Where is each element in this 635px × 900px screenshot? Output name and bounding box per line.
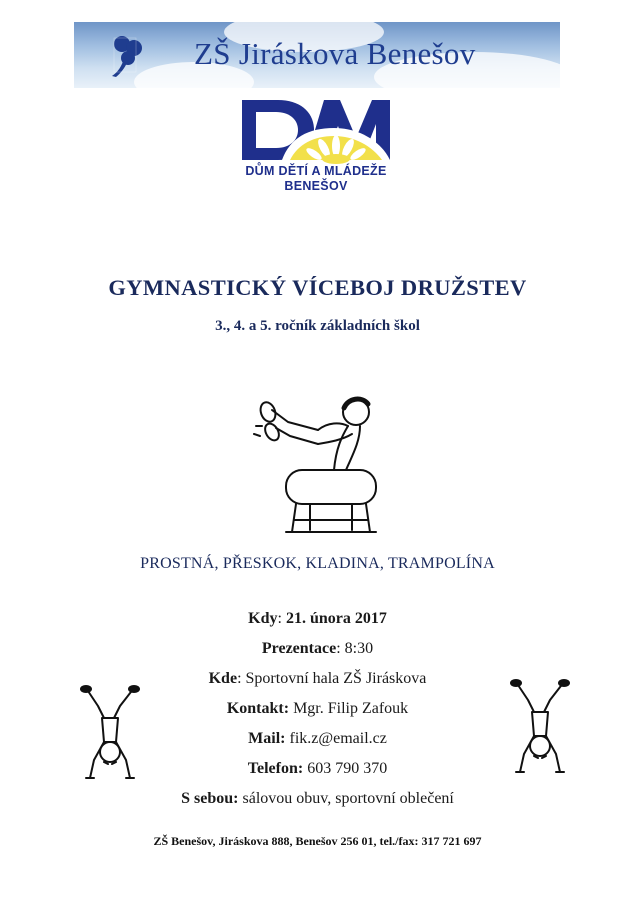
detail-date-value: 21. února 2017 <box>285 610 387 627</box>
school-banner <box>74 22 560 88</box>
detail-date-label: Kdy <box>248 610 278 627</box>
detail-mail-label: Mail: <box>248 730 286 747</box>
detail-registration-label: Prezentace <box>261 640 337 657</box>
event-subtitle: 3., 4. a 5. ročník základních škol <box>215 318 420 334</box>
detail-venue-label: Kde <box>208 670 238 687</box>
event-title: GYMNASTICKÝ VÍCEBOJ DRUŽSTEV <box>108 275 527 300</box>
detail-mail-value[interactable]: fik.z@email.cz <box>289 730 387 747</box>
school-name: ZŠ Jiráskova Benešov <box>194 36 476 71</box>
ddm-logo <box>238 98 394 214</box>
detail-registration-value: 8:30 <box>344 640 374 657</box>
ddm-caption-line1: DŮM DĚTÍ A MLÁDEŽE <box>245 164 387 178</box>
ddm-caption <box>238 164 394 194</box>
detail-registration: Prezentace: 8:30 <box>261 640 374 657</box>
detail-bring-label: S sebou: <box>181 790 239 807</box>
detail-phone-label: Telefon: <box>247 760 304 777</box>
clover-icon <box>100 30 150 80</box>
school-address-footer: ZŠ Benešov, Jiráskova 888, Benešov 256 01, tel./fax: 317 721 697 <box>153 834 482 848</box>
detail-phone-value: 603 790 370 <box>307 760 388 777</box>
detail-bring <box>0 784 635 814</box>
detail-venue: Kde: Sportovní hala ZŠ Jiráskova <box>208 670 427 687</box>
detail-venue-value: Sportovní hala ZŠ Jiráskova <box>245 670 427 687</box>
disciplines-list: PROSTNÁ, PŘESKOK, KLADINA, TRAMPOLÍNA <box>140 555 495 572</box>
detail-contact-label: Kontakt: <box>226 700 290 717</box>
detail-date: Kdy: 21. února 2017 <box>248 610 387 627</box>
gymnast-vault-illustration <box>248 392 388 542</box>
ddm-caption-line2: BENEŠOV <box>284 179 348 193</box>
handstand-kid-right-illustration <box>510 678 570 778</box>
detail-contact-value: Mgr. Filip Zafouk <box>293 700 409 717</box>
handstand-kid-left-illustration <box>80 684 140 784</box>
detail-bring-value: sálovou obuv, sportovní oblečení <box>242 790 454 807</box>
